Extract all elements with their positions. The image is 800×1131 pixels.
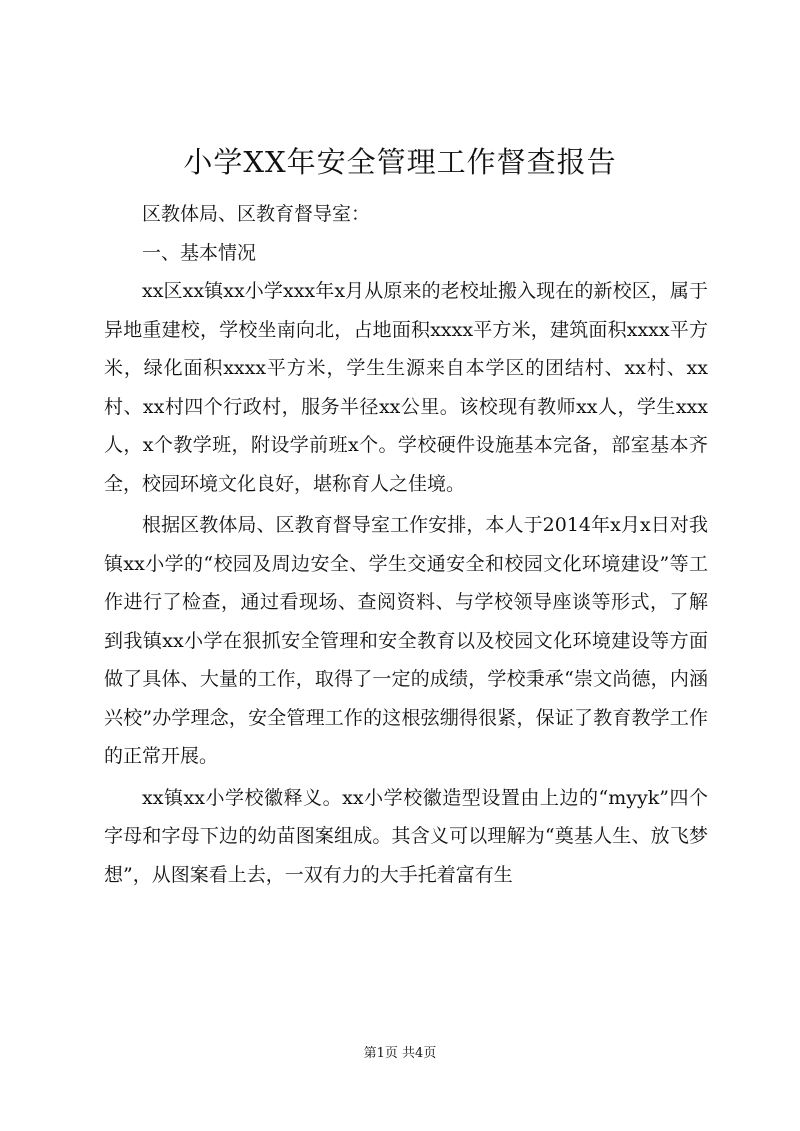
document-title: 小学XX年安全管理工作督查报告: [183, 145, 617, 179]
emblem-paragraph: xx镇xx小学校徽释义。xx小学校徽造型设置由上边的“myyk”四个字母和字母下边的幼苗图案组成。其含义可以理解为“奠基人生、放飞梦想”，从图案看上去，一双有力的大手托着富有生: [104, 786, 708, 886]
page-number-footer: 第1页 共4页: [363, 1046, 437, 1061]
basic-info-paragraph: xx区xx镇xx小学xxx年x月从原来的老校址搬入现在的新校区，属于异地重建校，学校坐南向北，占地面积xxxx平方米，建筑面积xxxx平方米，绿化面积xxxx平方米，学生生源来自本学区的团结村、xx村、xx村、xx村四个行政村，服务半径xx公里。该校现有教师xx人，学生xxx人，x个教学班，附设学前班x个。学校硬件设施基本完备，部室基本齐全，校园环境文化良好，堪称育人之佳境。: [104, 280, 708, 495]
salutation-paragraph: 区教体局、区教育督导室：: [142, 203, 371, 225]
section-heading: 一、基本情况: [142, 241, 257, 264]
document-body: [104, 195, 708, 894]
inspection-paragraph: 根据区教体局、区教育督导室工作安排，本人于2014年x月x日对我镇xx小学的“校园及周边安全、学生交通安全和校园文化环境建设”等工作进行了检查，通过看现场、查阅资料、与学校领导座谈等形式，了解到我镇xx小学在狠抓安全管理和安全教育以及校园文化环境建设等方面做了具体、大量的工作，取得了一定的成绩，学校秉承“崇文尚德，内涵兴校”办学理念，安全管理工作的这根弦绷得很紧，保证了教育教学工作的正常开展。: [104, 514, 708, 767]
